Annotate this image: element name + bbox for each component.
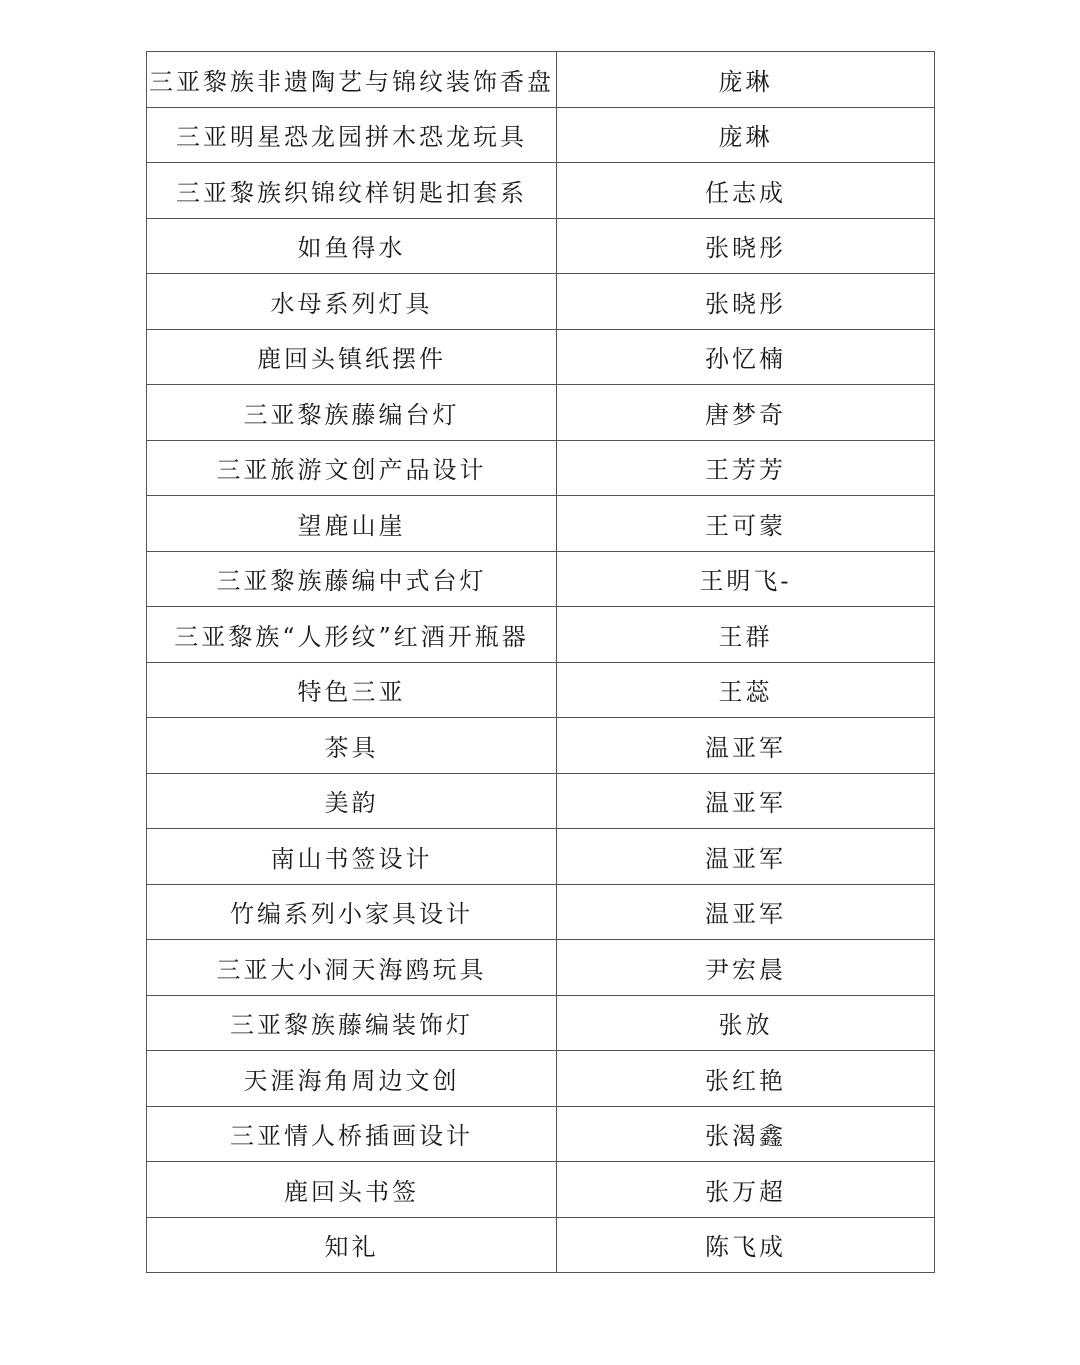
work-title-cell: 三亚黎族藤编装饰灯 [147, 995, 557, 1051]
work-title-cell: 竹编系列小家具设计 [147, 884, 557, 940]
work-title-cell: 三亚旅游文创产品设计 [147, 440, 557, 496]
table-row [147, 52, 935, 108]
table-row [147, 274, 935, 330]
table-row [147, 1162, 935, 1218]
table-row [147, 995, 935, 1051]
table-row [147, 107, 935, 163]
works-table [146, 51, 935, 1273]
work-title-cell: 三亚黎族藤编台灯 [147, 385, 557, 441]
author-cell: 任志成 [557, 163, 935, 219]
table-row [147, 773, 935, 829]
table-row [147, 440, 935, 496]
table-row [147, 1106, 935, 1162]
author-cell: 温亚军 [557, 773, 935, 829]
work-title-cell: 鹿回头镇纸摆件 [147, 329, 557, 385]
table-row [147, 829, 935, 885]
author-cell: 张万超 [557, 1162, 935, 1218]
author-cell: 王群 [557, 607, 935, 663]
work-title-cell: 茶具 [147, 718, 557, 774]
table-row [147, 940, 935, 996]
author-cell: 唐梦奇 [557, 385, 935, 441]
author-cell: 庞琳 [557, 52, 935, 108]
work-title-cell: 如鱼得水 [147, 218, 557, 274]
table-row [147, 1217, 935, 1273]
table-row [147, 607, 935, 663]
work-title-cell: 美韵 [147, 773, 557, 829]
works-table-body [147, 52, 935, 1273]
work-title-cell: 知礼 [147, 1217, 557, 1273]
table-row [147, 662, 935, 718]
author-cell: 孙忆楠 [557, 329, 935, 385]
author-cell: 张红艳 [557, 1051, 935, 1107]
author-cell: 王蕊 [557, 662, 935, 718]
work-title-cell: 南山书签设计 [147, 829, 557, 885]
work-title-cell: 三亚黎族“人形纹”红酒开瓶器 [147, 607, 557, 663]
table-row [147, 884, 935, 940]
author-cell: 王明飞- [557, 551, 935, 607]
work-title-cell: 水母系列灯具 [147, 274, 557, 330]
table-row [147, 551, 935, 607]
table-row [147, 718, 935, 774]
work-title-cell: 特色三亚 [147, 662, 557, 718]
work-title-cell: 鹿回头书签 [147, 1162, 557, 1218]
author-cell: 王可蒙 [557, 496, 935, 552]
work-title-cell: 望鹿山崖 [147, 496, 557, 552]
author-cell: 温亚军 [557, 829, 935, 885]
author-cell: 王芳芳 [557, 440, 935, 496]
table-row [147, 329, 935, 385]
author-cell: 张放 [557, 995, 935, 1051]
author-cell: 陈飞成 [557, 1217, 935, 1273]
table-row [147, 163, 935, 219]
table-row [147, 218, 935, 274]
work-title-cell: 天涯海角周边文创 [147, 1051, 557, 1107]
table-row [147, 1051, 935, 1107]
author-cell: 尹宏晨 [557, 940, 935, 996]
table-row [147, 496, 935, 552]
author-cell: 庞琳 [557, 107, 935, 163]
work-title-cell: 三亚情人桥插画设计 [147, 1106, 557, 1162]
author-cell: 张渴鑫 [557, 1106, 935, 1162]
author-cell: 张晓彤 [557, 274, 935, 330]
author-cell: 温亚军 [557, 718, 935, 774]
work-title-cell: 三亚黎族织锦纹样钥匙扣套系 [147, 163, 557, 219]
work-title-cell: 三亚黎族非遗陶艺与锦纹装饰香盘 [147, 52, 557, 108]
table-row [147, 385, 935, 441]
author-cell: 温亚军 [557, 884, 935, 940]
work-title-cell: 三亚明星恐龙园拼木恐龙玩具 [147, 107, 557, 163]
work-title-cell: 三亚黎族藤编中式台灯 [147, 551, 557, 607]
work-title-cell: 三亚大小洞天海鸥玩具 [147, 940, 557, 996]
author-cell: 张晓彤 [557, 218, 935, 274]
